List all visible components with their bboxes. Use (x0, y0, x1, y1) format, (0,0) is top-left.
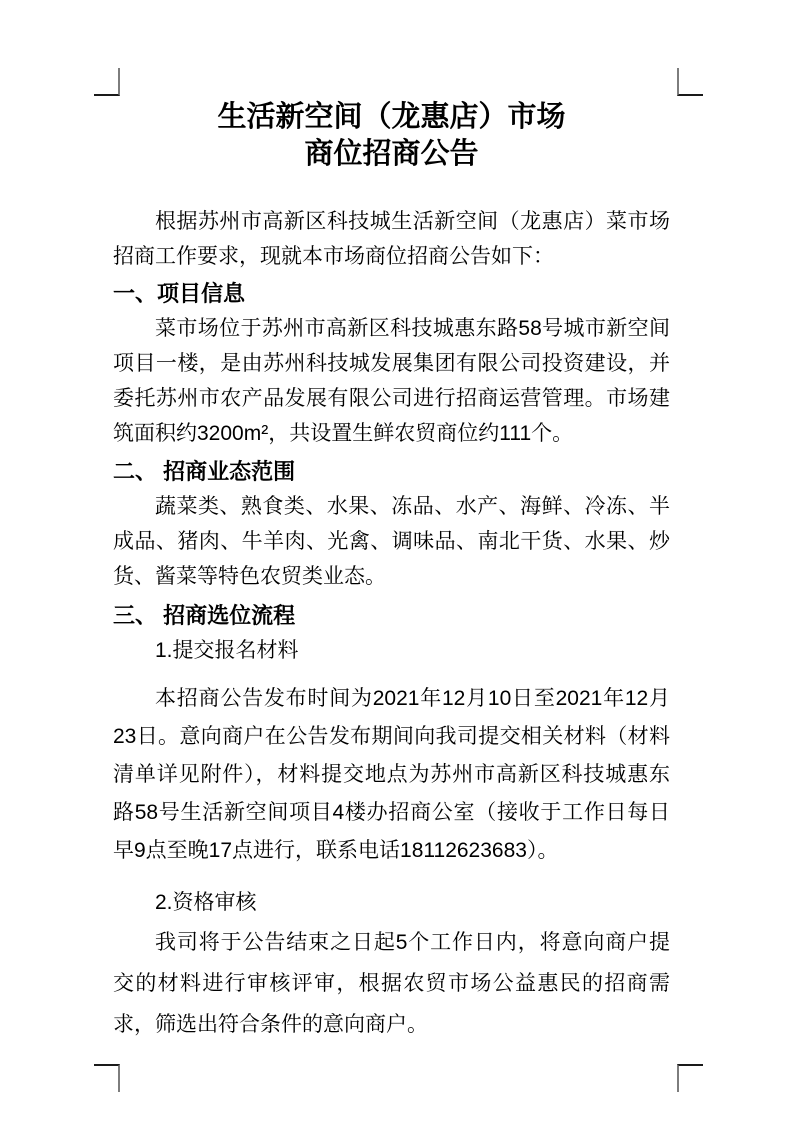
crop-mark-top-left (94, 68, 120, 96)
text-line: 蔬菜类、熟食类、水果、冻品、水产、海鲜、冷冻、半 (155, 495, 670, 518)
project-info-paragraph (113, 311, 670, 451)
step-2-paragraph (113, 922, 670, 1045)
step-1-paragraph (113, 680, 670, 870)
text-line: 项目一楼，是由苏州科技城发展集团有限公司投资建设，并 (113, 352, 670, 375)
business-scope-paragraph (113, 489, 670, 594)
text-line: 清单详见附件），材料提交地点为苏州市高新区科技城惠东 (113, 763, 670, 786)
text-line: 23日。意向商户在公告发布期间向我司提交相关材料（材料 (113, 725, 670, 748)
document-title (113, 99, 670, 173)
intro-paragraph (113, 204, 670, 274)
text-line: 求，筛选出符合条件的意向商户。 (113, 1013, 428, 1036)
text-line: 菜市场位于苏州市高新区科技城惠东路58号城市新空间 (155, 317, 670, 340)
step-1-title: 1.提交报名材料 (155, 639, 299, 662)
crop-mark-bottom-right (677, 1064, 703, 1092)
text-line: 我司将于公告结束之日起5个工作日内，将意向商户提 (155, 931, 670, 954)
text-line: 路58号生活新空间项目4楼办招商公室（接收于工作日每日 (113, 801, 670, 824)
crop-mark-bottom-left (94, 1064, 120, 1092)
document-title-line-1: 生活新空间（龙惠店）市场 (217, 101, 566, 133)
text-line: 委托苏州市农产品发展有限公司进行招商运营管理。市场建 (113, 387, 670, 410)
document-title-line-2: 商位招商公告 (304, 138, 479, 170)
intro-line: 招商工作要求，现就本市场商位招商公告如下： (113, 245, 554, 268)
text-line: 成品、猪肉、牛羊肉、光禽、调味品、南北干货、水果、炒 (113, 530, 670, 553)
text-line: 早9点至晚17点进行，联系电话18112623683）。 (113, 839, 559, 862)
intro-line: 根据苏州市高新区科技城生活新空间（龙惠店）菜市场 (155, 210, 670, 233)
section-heading-business-scope: 二、 招商业态范围 (113, 459, 296, 484)
announcement-content (113, 99, 670, 1045)
section-heading-project-info: 一、项目信息 (113, 281, 246, 306)
crop-mark-top-right (677, 68, 703, 96)
section-heading-selection-process: 三、 招商选位流程 (113, 603, 296, 628)
text-line: 筑面积约3200m²，共设置生鲜农贸商位约111个。 (113, 422, 574, 445)
step-2-title: 2.资格审核 (155, 891, 257, 914)
text-line: 货、酱菜等特色农贸类业态。 (113, 565, 386, 588)
text-line: 交的材料进行审核评审，根据农贸市场公益惠民的招商需 (113, 972, 670, 995)
text-line: 本招商公告发布时间为2021年12月10日至2021年12月 (155, 687, 670, 710)
